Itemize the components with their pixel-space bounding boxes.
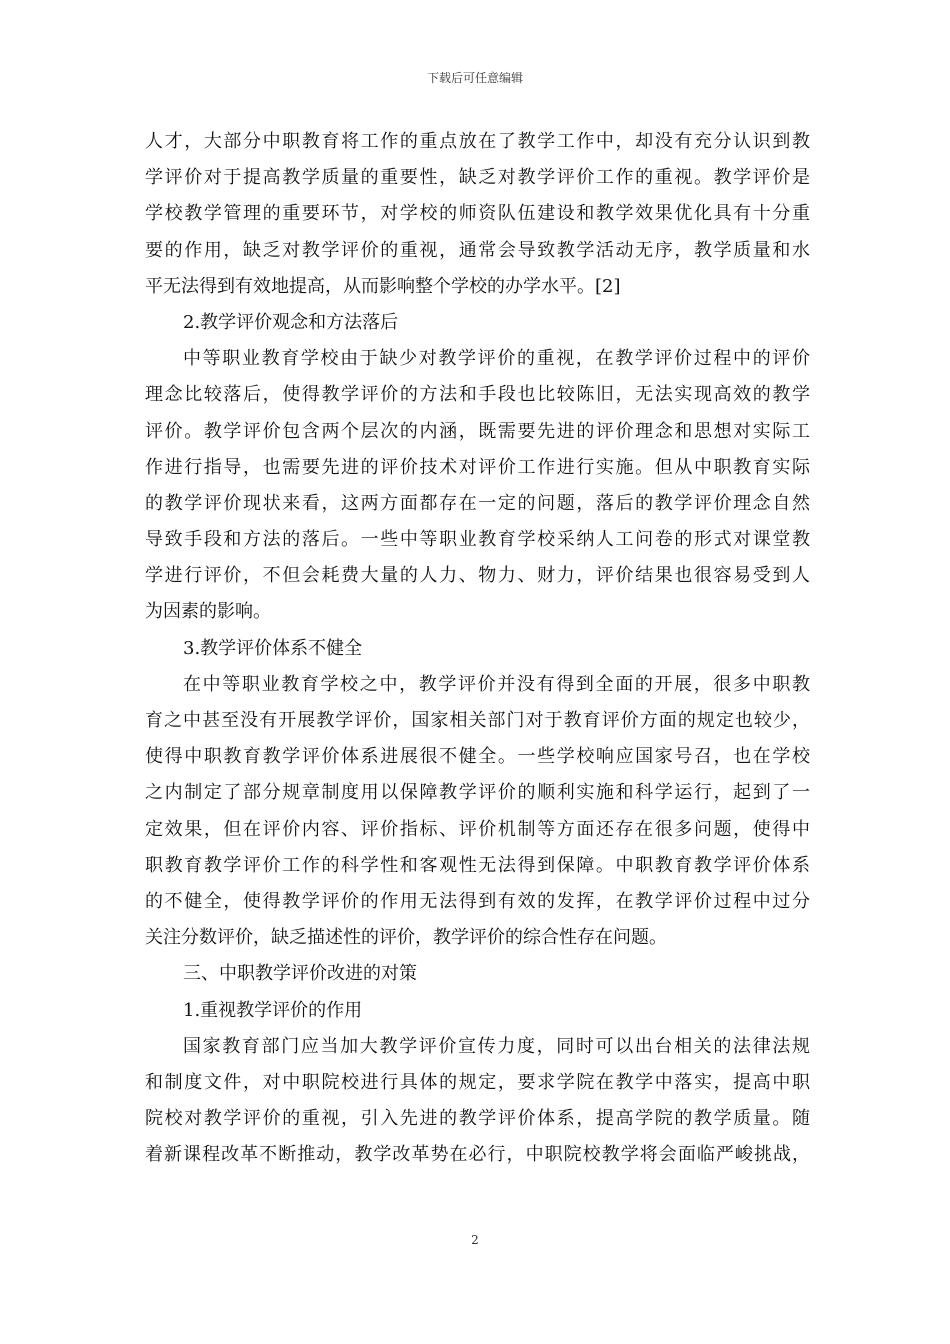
text-line: 中等职业教育学校由于缺少对教学评价的重视，在教学评价过程中的评价 bbox=[183, 348, 810, 370]
section-heading: 3.教学评价体系不健全 bbox=[183, 637, 363, 659]
text-line: 职教育教学评价工作的科学性和客观性无法得到保障。中职教育教学评价体系 bbox=[145, 854, 810, 876]
text-line: 定效果，但在评价内容、评价指标、评价机制等方面还存在很多问题，使得中 bbox=[145, 818, 810, 840]
text-line: 使得中职教育教学评价体系进展很不健全。一些学校响应国家号召，也在学校 bbox=[145, 746, 810, 768]
text-line: 的教学评价现状来看，这两方面都存在一定的问题，落后的教学评价理念自然 bbox=[145, 492, 810, 514]
text-line: 着新课程改革不断推动，教学改革势在必行，中职院校教学将会面临严峻挑战， bbox=[145, 1144, 810, 1166]
page-header: 下载后可任意编辑 bbox=[426, 71, 523, 85]
text-line: 评价。教学评价包含两个层次的内涵，既需要先进的评价理念和思想对实际工 bbox=[145, 420, 810, 442]
section-heading: 三、中职教学评价改进的对策 bbox=[183, 963, 417, 985]
text-line: 人才，大部分中职教育将工作的重点放在了教学工作中，却没有充分认识到教 bbox=[145, 131, 810, 152]
text-line: 要的作用，缺乏对教学评价的重视，通常会导致教学活动无序，教学质量和水 bbox=[145, 239, 810, 261]
text-line: 学校教学管理的重要环节，对学校的师资队伍建设和教学效果优化具有十分重 bbox=[145, 203, 810, 225]
text-line: 之内制定了部分规章制度用以保障教学评价的顺利实施和科学运行，起到了一 bbox=[145, 782, 810, 804]
text-line: 和制度文件，对中职院校进行具体的规定，要求学院在教学中落实，提高中职 bbox=[145, 1071, 810, 1093]
text-line: 平无法得到有效地提高，从而影响整个学校的办学水平。[2] bbox=[145, 275, 621, 297]
document-body bbox=[145, 124, 810, 1173]
text-line: 国家教育部门应当加大教学评价宣传力度，同时可以出台相关的法律法规 bbox=[183, 1035, 810, 1057]
text-line: 作进行指导，也需要先进的评价技术对评价工作进行实施。但从中职教育实际 bbox=[145, 456, 810, 478]
section-heading: 1.重视教学评价的作用 bbox=[183, 999, 363, 1021]
text-line: 导致手段和方法的落后。一些中等职业教育学校采纳人工问卷的形式对课堂教 bbox=[145, 529, 810, 551]
text-line: 学进行评价，不但会耗费大量的人力、物力、财力，评价结果也很容易受到人 bbox=[145, 565, 810, 587]
section-heading: 2.教学评价观念和方法落后 bbox=[183, 311, 399, 333]
text-line: 关注分数评价，缺乏描述性的评价，教学评价的综合性存在问题。 bbox=[145, 927, 667, 949]
text-line: 院校对教学评价的重视，引入先进的教学评价体系，提高学院的教学质量。随 bbox=[145, 1108, 810, 1130]
text-line: 的不健全，使得教学评价的作用无法得到有效的发挥，在教学评价过程中过分 bbox=[145, 890, 810, 912]
page-number: 2 bbox=[471, 1233, 479, 1247]
text-line: 在中等职业教育学校之中，教学评价并没有得到全面的开展，很多中职教 bbox=[183, 673, 810, 695]
text-line: 为因素的影响。 bbox=[145, 601, 271, 623]
text-line: 育之中甚至没有开展教学评价，国家相关部门对于教育评价方面的规定也较少， bbox=[145, 710, 810, 731]
text-line: 学评价对于提高教学质量的重要性，缺乏对教学评价工作的重视。教学评价是 bbox=[145, 167, 810, 189]
text-line: 理念比较落后，使得教学评价的方法和手段也比较陈旧，无法实现高效的教学 bbox=[145, 384, 810, 406]
